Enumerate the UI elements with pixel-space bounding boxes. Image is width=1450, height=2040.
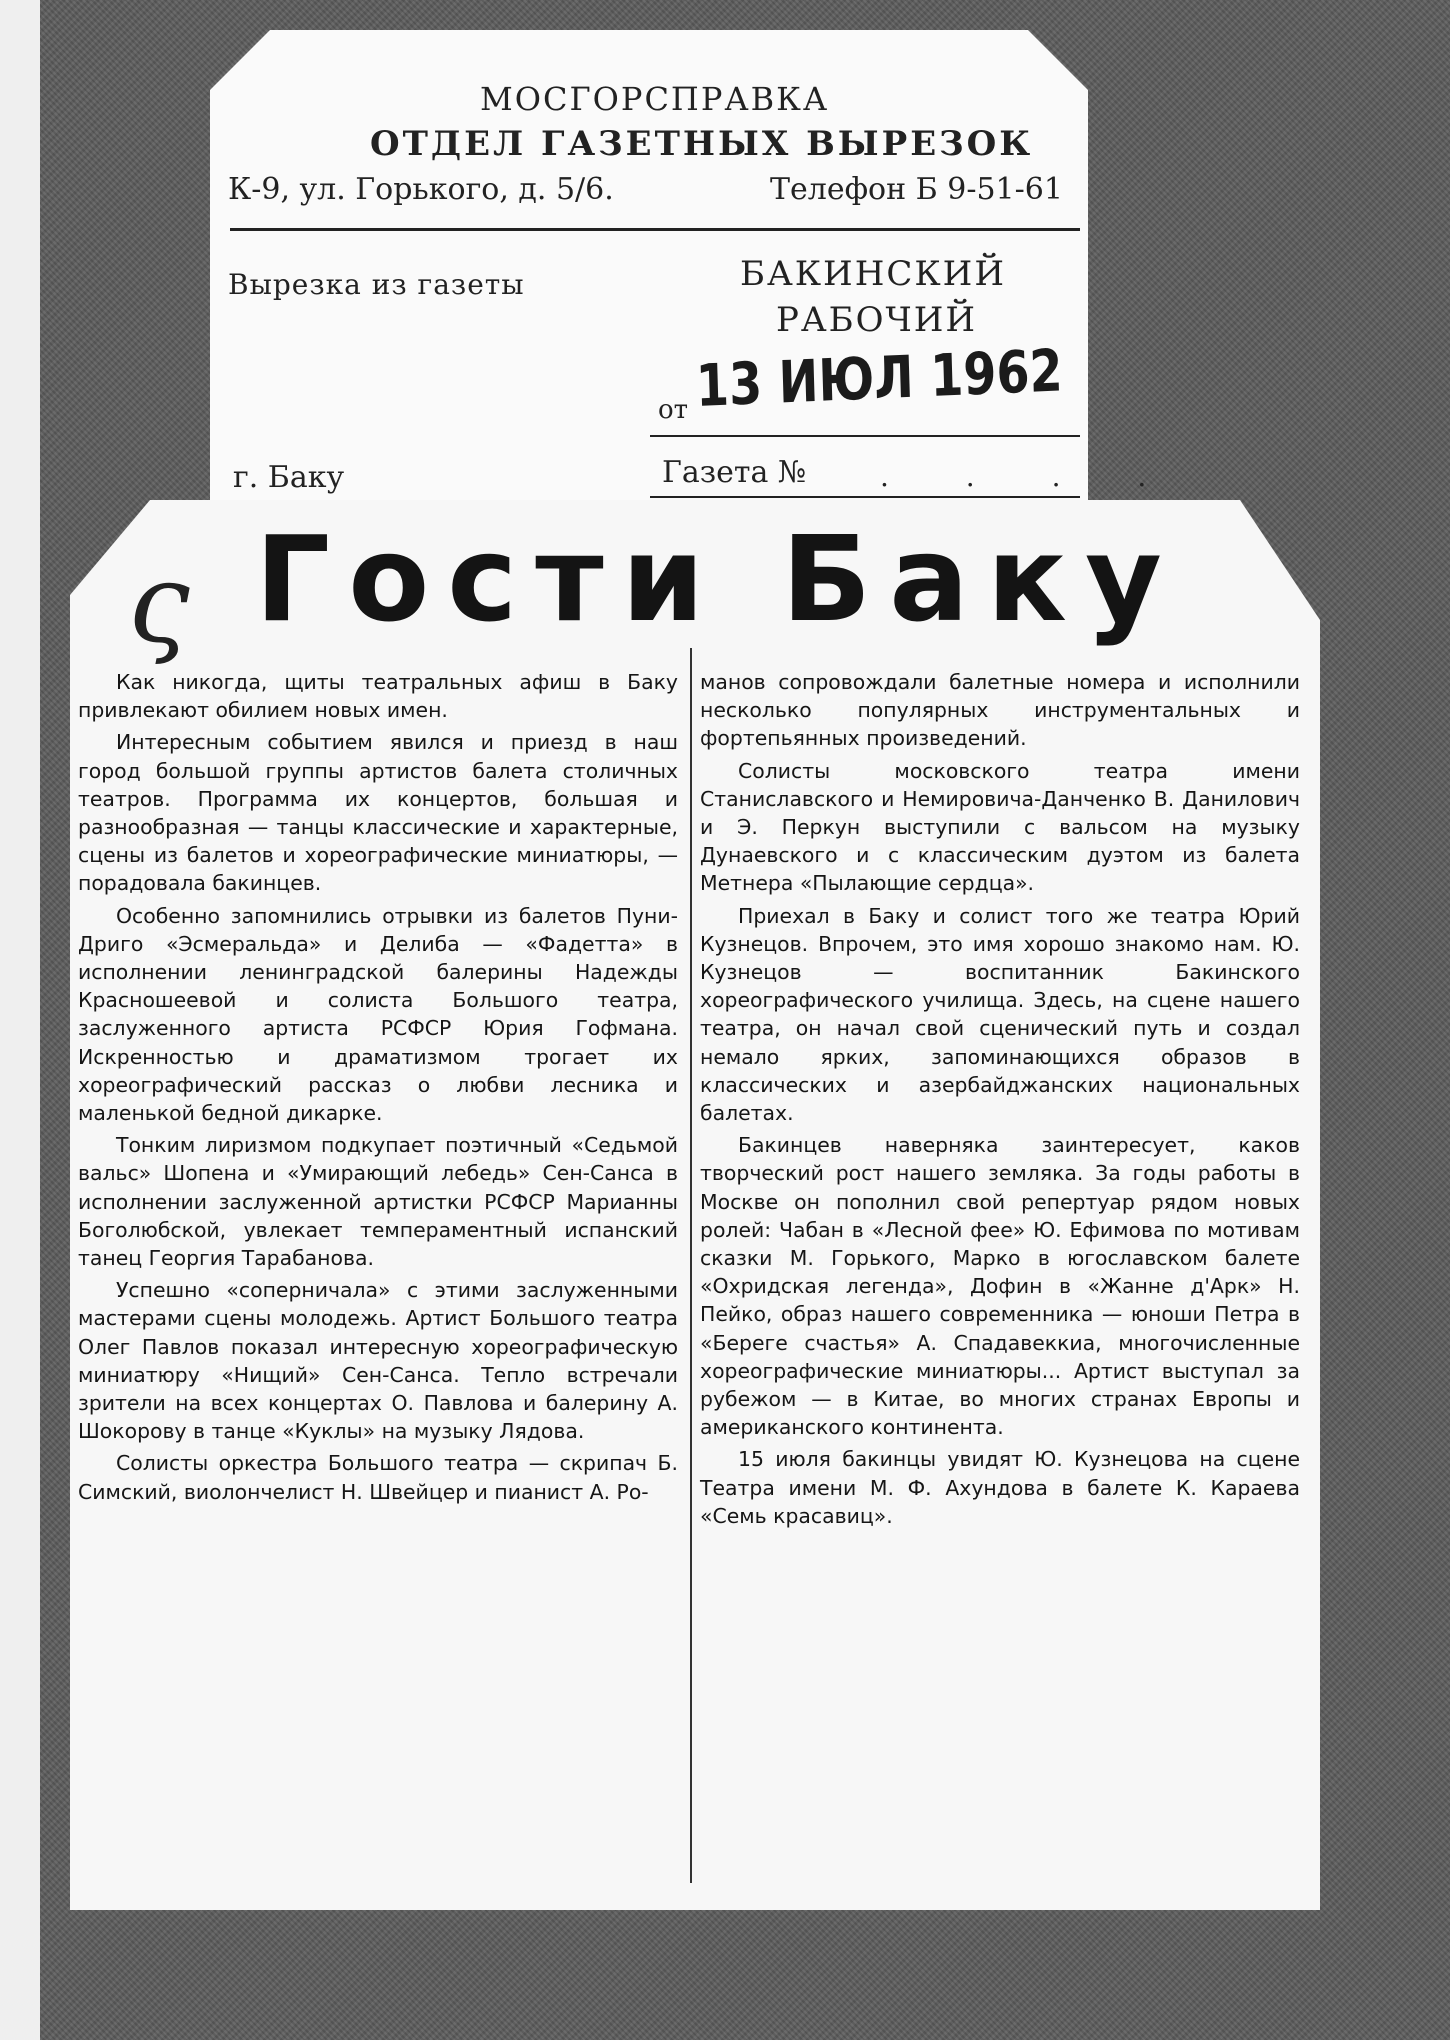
- column-divider: [690, 648, 692, 1883]
- gazette-underline: [650, 496, 1080, 498]
- date-stamp: 13 ИЮЛ 1962: [695, 336, 1064, 420]
- paragraph: Солисты московского театра имени Станиславского и Немировича-Данченко В. Данилович и Э. Перкун выступили с вальсом на музыку Дунаевского и с классическим дуэтом из балета Метнера «Пылающие сердца».: [700, 758, 1300, 896]
- article-title: Гости Баку: [255, 510, 1180, 648]
- clipping-label: Вырезка из газеты: [228, 268, 525, 301]
- gazette-number-label: Газета №: [662, 455, 807, 490]
- gazette-number-dots: . . . .: [880, 460, 1181, 493]
- article-right-column: [700, 668, 1300, 1534]
- paragraph: Солисты оркестра Большого театра — скрипач Б. Симский, виолончелист Н. Швейцер и пианист А. Ро-: [78, 1451, 678, 1504]
- paragraph: 15 июля бакинцы увидят Ю. Кузнецова на сцене Театра имени М. Ф. Ахундова в балете К. Караева «Семь красавиц».: [700, 1447, 1300, 1528]
- paragraph: Интересным событием явился и приезд в наш город большой группы артистов балета столичных театров. Программа их концертов, большая и разнообразная — танцы классические и характерные, сцены из балетов и хореографические миниатюры, — порадовала бакинцев.: [78, 730, 678, 896]
- paragraph: Бакинцев наверняка заинтересует, каков творческий рост нашего земляка. За годы работы в Москве он пополнил свой репертуар рядом новых ролей: Чабан в «Лесной фее» Ю. Ефимова по мотивам сказки М. Горького, Марко в югославском балете «Охридская легенда», Дофин в «Жанне д'Арк» Н. Пейко, образ нашего современника — юноши Петра в «Береге счастья» А. Спадавеккиа, многочисленные хореографические миниатюры... Артист выступал за рубежом — в Китае, во многих странах Европы и американского континента.: [700, 1133, 1300, 1440]
- header-address: К-9, ул. Горького, д. 5/6.: [228, 172, 614, 207]
- handwritten-mark: ς: [128, 539, 190, 667]
- header-org: МОСГОРСПРАВКА: [480, 80, 830, 118]
- paragraph: Особенно запомнились отрывки из балетов Пуни-Дриго «Эсмеральда» и Делиба — «Фадетта» в исполнении ленинградской балерины Надежды Красношеевой и солиста Большого театра, заслуженного артиста РСФСР Юрия Гофмана. Искренностью и драматизмом трогает их хореографический рассказ о любви лесника и маленькой бедной дикарке.: [78, 903, 678, 1126]
- paragraph: Успешно «соперничала» с этими заслуженными мастерами сцены молодежь. Артист Большого театра Олег Павлов показал интересную хореографическую миниатюру «Нищий» Сен-Санса. Тепло встречали зрители на всех концертах О. Павлова и балерину А. Шокорову в танце «Куклы» на музыку Лядова.: [78, 1278, 678, 1444]
- header-divider-top: [230, 228, 1080, 231]
- article-left-column: [78, 668, 678, 1510]
- date-underline: [650, 435, 1080, 437]
- newspaper-name-line1: БАКИНСКИЙ: [740, 254, 1006, 294]
- paragraph: Приехал в Баку и солист того же театра Юрий Кузнецов. Впрочем, это имя хорошо знакомо нам. Ю. Кузнецов — воспитанник Бакинского хореографического училища. Здесь, на сцене нашего театра, он начал свой сценический путь и создал немало ярких, запоминающихся образов в классических и азербайджанских национальных балетах.: [700, 903, 1300, 1126]
- newspaper-name-line2: РАБОЧИЙ: [776, 300, 978, 340]
- scan-margin: [0, 0, 40, 2040]
- paragraph-continued: манов сопровождали балетные номера и исполнили несколько популярных инструментальных и фортепьянных произведений.: [700, 670, 1300, 751]
- header-phone: Телефон Б 9-51-61: [770, 172, 1063, 207]
- paragraph: Как никогда, щиты театральных афиш в Баку привлекают обилием новых имен.: [78, 670, 678, 723]
- header-dept: ОТДЕЛ ГАЗЕТНЫХ ВЫРЕЗОК: [370, 124, 1034, 164]
- paragraph: Тонким лиризмом подкупает поэтичный «Седьмой вальс» Шопена и «Умирающий лебедь» Сен-Санса в исполнении заслуженной артистки РСФСР Марианны Боголюбской, увлекает темпераментный испанский танец Георгия Тарабанова.: [78, 1133, 678, 1271]
- city-label: г. Баку: [233, 460, 345, 495]
- date-from-label: от: [658, 395, 689, 425]
